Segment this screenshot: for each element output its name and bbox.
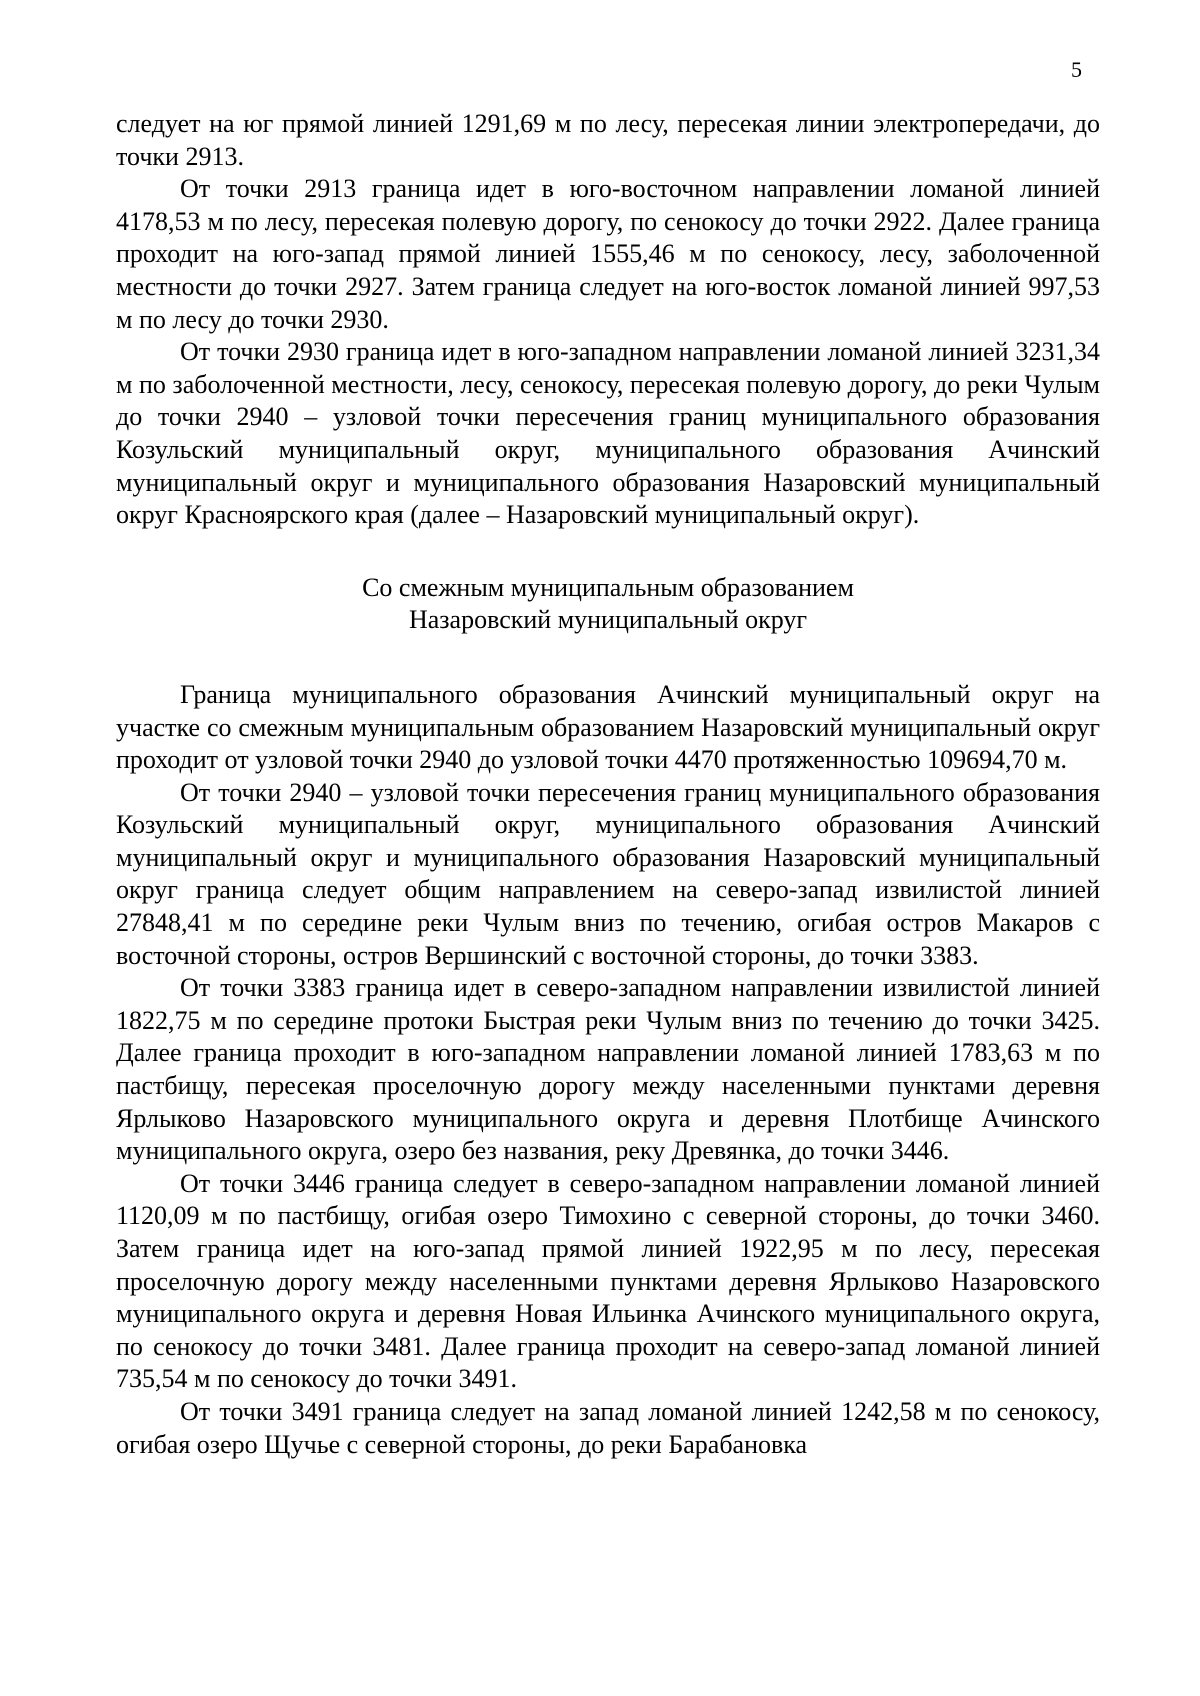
paragraph: От точки 3491 граница следует на запад ломаной линией 1242,58 м по сенокосу, огибая озеро Щучье с северной стороны, до реки Барабановка xyxy=(116,1396,1100,1459)
section-heading xyxy=(116,572,1100,637)
paragraph: Граница муниципального образования Ачинский муниципальный округ на участке со смежным муниципальным образованием Назаровский муниципальный округ проходит от узловой точки 2940 до узловой точки 4470 протяженностью 109694,70 м. xyxy=(116,679,1100,775)
paragraph: От точки 2913 граница идет в юго-восточном направлении ломаной линией 4178,53 м по лесу, пересекая полевую дорогу, по сенокосу до точки 2922. Далее граница проходит на юго-запад прямой линией 1555,46 м по сенокосу, лесу, заболоченной местности до точки 2927. Затем граница следует на юго-восток ломаной линией 997,53 м по лесу до точки 2930. xyxy=(116,174,1100,334)
paragraph: От точки 2940 – узловой точки пересечения границ муниципального образования Козульский муниципальный округ, муниципального образования Ачинский муниципальный округ и муниципального образования Назаровский муниципальный округ граница следует общим направлением на северо-запад извилистой линией 27848,41 м по середине реки Чулым вниз по течению, огибая остров Макаров с восточной стороны, остров Вершинский с восточной стороны, до точки 3383. xyxy=(116,777,1100,970)
paragraph: следует на юг прямой линией 1291,69 м по лесу, пересекая линии электропередачи, до точки 2913. xyxy=(116,109,1100,171)
paragraph: От точки 2930 граница идет в юго-западном направлении ломаной линией 3231,34 м по заболоченной местности, лесу, сенокосу, пересекая полевую дорогу, до реки Чулым до точки 2940 – узловой точки пересечения границ муниципального образования Козульский муниципальный округ, муниципального образования Ачинский муниципальный округ и муниципального образования Назаровский муниципальный округ Красноярского края (далее – Назаровский муниципальный округ). xyxy=(116,337,1100,530)
section-heading-line: Со смежным муниципальным образованием xyxy=(362,572,854,602)
document-body xyxy=(116,108,1100,1461)
paragraph: От точки 3446 граница следует в северо-западном направлении ломаной линией 1120,09 м по пастбищу, огибая озеро Тимохино с северной стороны, до точки 3460. Затем граница идет на юго-запад прямой линией 1922,95 м по лесу, пересекая проселочную дорогу между населенными пунктами деревня Ярлыково Назаровского муниципального округа и деревня Новая Ильинка Ачинского муниципального округа, по сенокосу до точки 3481. Далее граница проходит на северо-запад ломаной линией 735,54 м по сенокосу до точки 3491. xyxy=(116,1168,1100,1394)
paragraph: От точки 3383 граница идет в северо-западном направлении извилистой линией 1822,75 м по середине протоки Быстрая реки Чулым вниз по течению до точки 3425. Далее граница проходит в юго-западном направлении ломаной линией 1783,63 м по пастбищу, пересекая проселочную дорогу между населенными пунктами деревня Ярлыково Назаровского муниципального округа и деревня Плотбище Ачинского муниципального округа, озеро без названия, реку Древянка, до точки 3446. xyxy=(116,973,1100,1166)
page-number: 5 xyxy=(1071,57,1082,82)
section-heading-line: Назаровский муниципальный округ xyxy=(408,605,808,635)
